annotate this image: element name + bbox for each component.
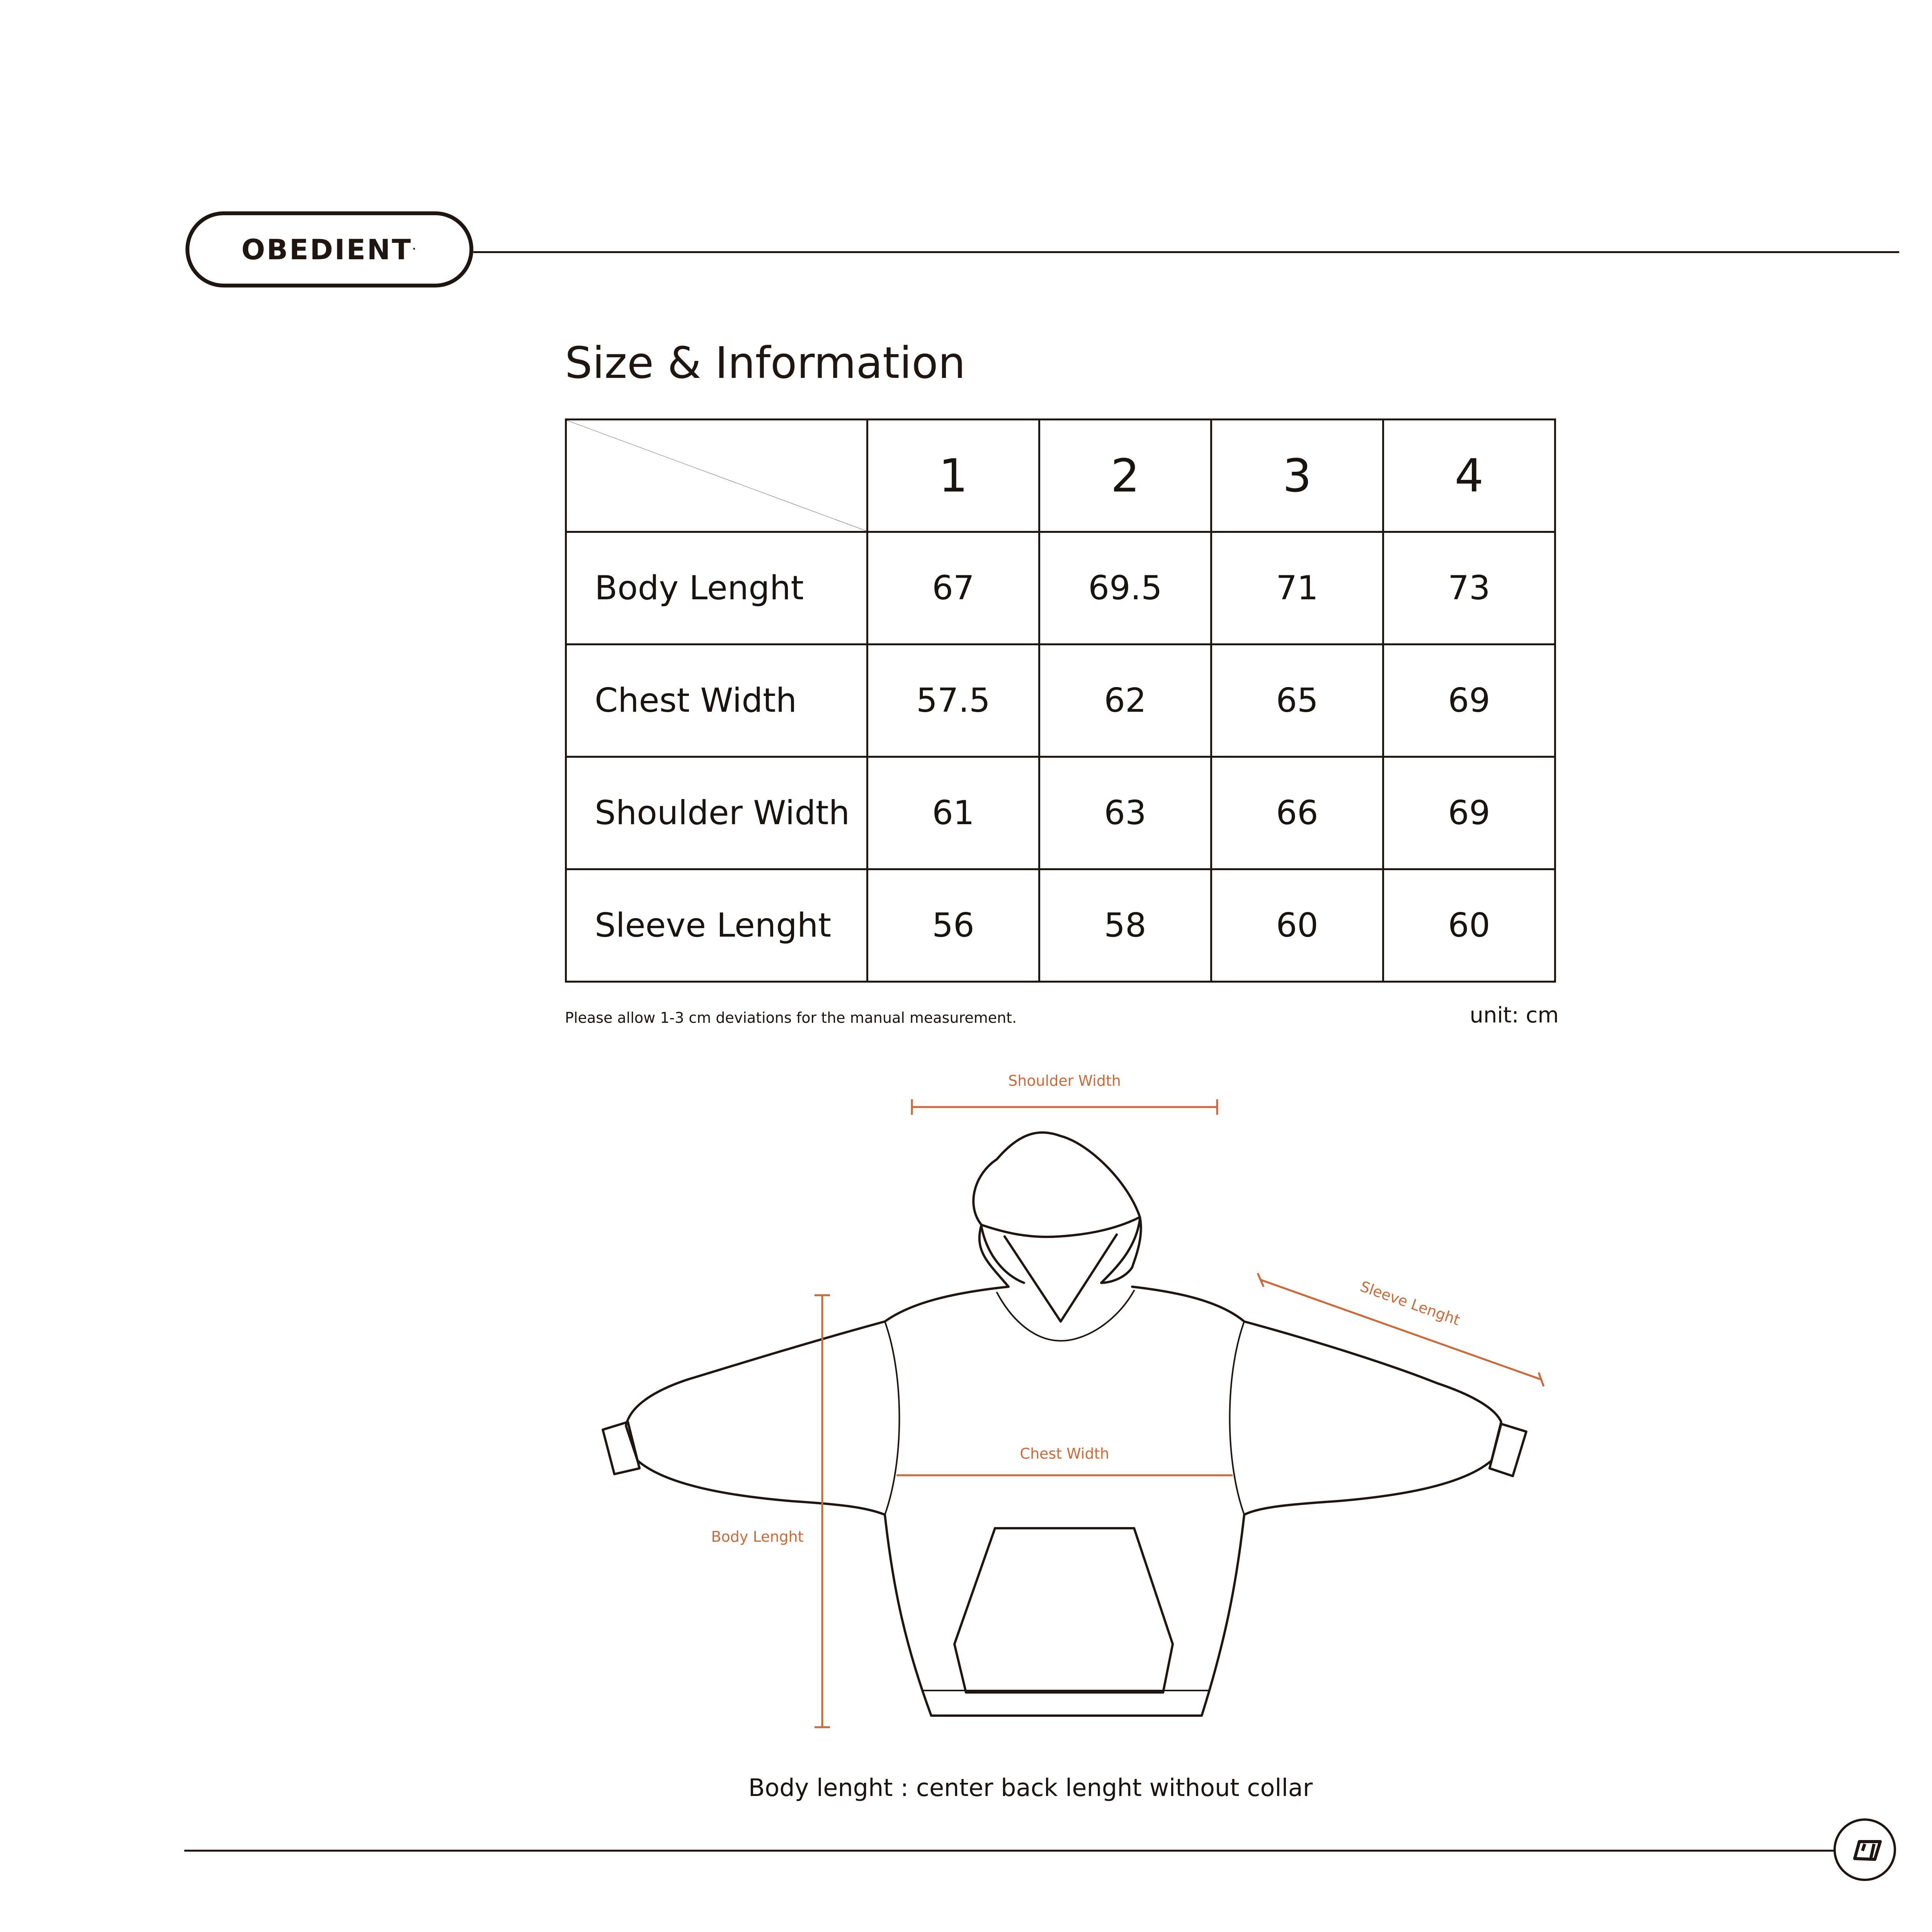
left-cuff bbox=[603, 1422, 639, 1474]
table-cell: 60 bbox=[1211, 869, 1383, 982]
table-cell: 67 bbox=[867, 532, 1039, 645]
table-cell: 65 bbox=[1211, 645, 1383, 757]
row-label: Body Lenght bbox=[566, 532, 867, 645]
table-cell: 69.5 bbox=[1039, 532, 1211, 645]
size-header: 3 bbox=[1211, 420, 1383, 532]
sleeve-length-label: Sleeve Lenght bbox=[1358, 1277, 1463, 1329]
row-label: Sleeve Lenght bbox=[566, 869, 867, 982]
body-right-side bbox=[1202, 1515, 1244, 1716]
table-cell: 63 bbox=[1039, 757, 1211, 869]
row-label: Shoulder Width bbox=[566, 757, 867, 869]
table-cell: 69 bbox=[1383, 645, 1555, 757]
footer-brand-badge bbox=[1833, 1818, 1896, 1881]
table-cell: 69 bbox=[1383, 757, 1555, 869]
right-armhole bbox=[1230, 1321, 1245, 1515]
body-left-side bbox=[885, 1515, 931, 1716]
row-label: Chest Width bbox=[566, 645, 867, 757]
size-header: 2 bbox=[1039, 420, 1211, 532]
table-cell: 57.5 bbox=[867, 645, 1039, 757]
chest-width-label: Chest Width bbox=[1020, 1445, 1109, 1462]
table-cell: 66 bbox=[1211, 757, 1383, 869]
unit-label: unit: cm bbox=[1469, 1003, 1559, 1028]
table-cell: 58 bbox=[1039, 869, 1211, 982]
page-title: Size & Information bbox=[565, 338, 966, 388]
left-armhole bbox=[885, 1321, 900, 1515]
size-header: 4 bbox=[1383, 420, 1555, 532]
table-cell: 62 bbox=[1039, 645, 1211, 757]
body-length-caption: Body lenght : center back lenght without collar bbox=[748, 1774, 1313, 1802]
right-cuff bbox=[1490, 1424, 1526, 1476]
v-neck bbox=[1005, 1235, 1117, 1321]
table-cell: 71 bbox=[1211, 532, 1383, 645]
brand-logo-text: OBEDIENT. bbox=[241, 233, 418, 266]
footer-divider bbox=[184, 1850, 1834, 1852]
table-cell: 73 bbox=[1383, 532, 1555, 645]
table-cell: 60 bbox=[1383, 869, 1555, 982]
left-sleeve bbox=[626, 1287, 1009, 1515]
size-header: 1 bbox=[867, 420, 1039, 532]
shoulder-width-label: Shoulder Width bbox=[1008, 1072, 1121, 1089]
table-cell: 56 bbox=[867, 869, 1039, 982]
table-cell: 61 bbox=[867, 757, 1039, 869]
kangaroo-pocket bbox=[954, 1528, 1173, 1692]
measurement-note: Please allow 1-3 cm deviations for the manual measurement. bbox=[565, 1009, 1017, 1026]
body-length-label: Body Lenght bbox=[711, 1528, 804, 1545]
